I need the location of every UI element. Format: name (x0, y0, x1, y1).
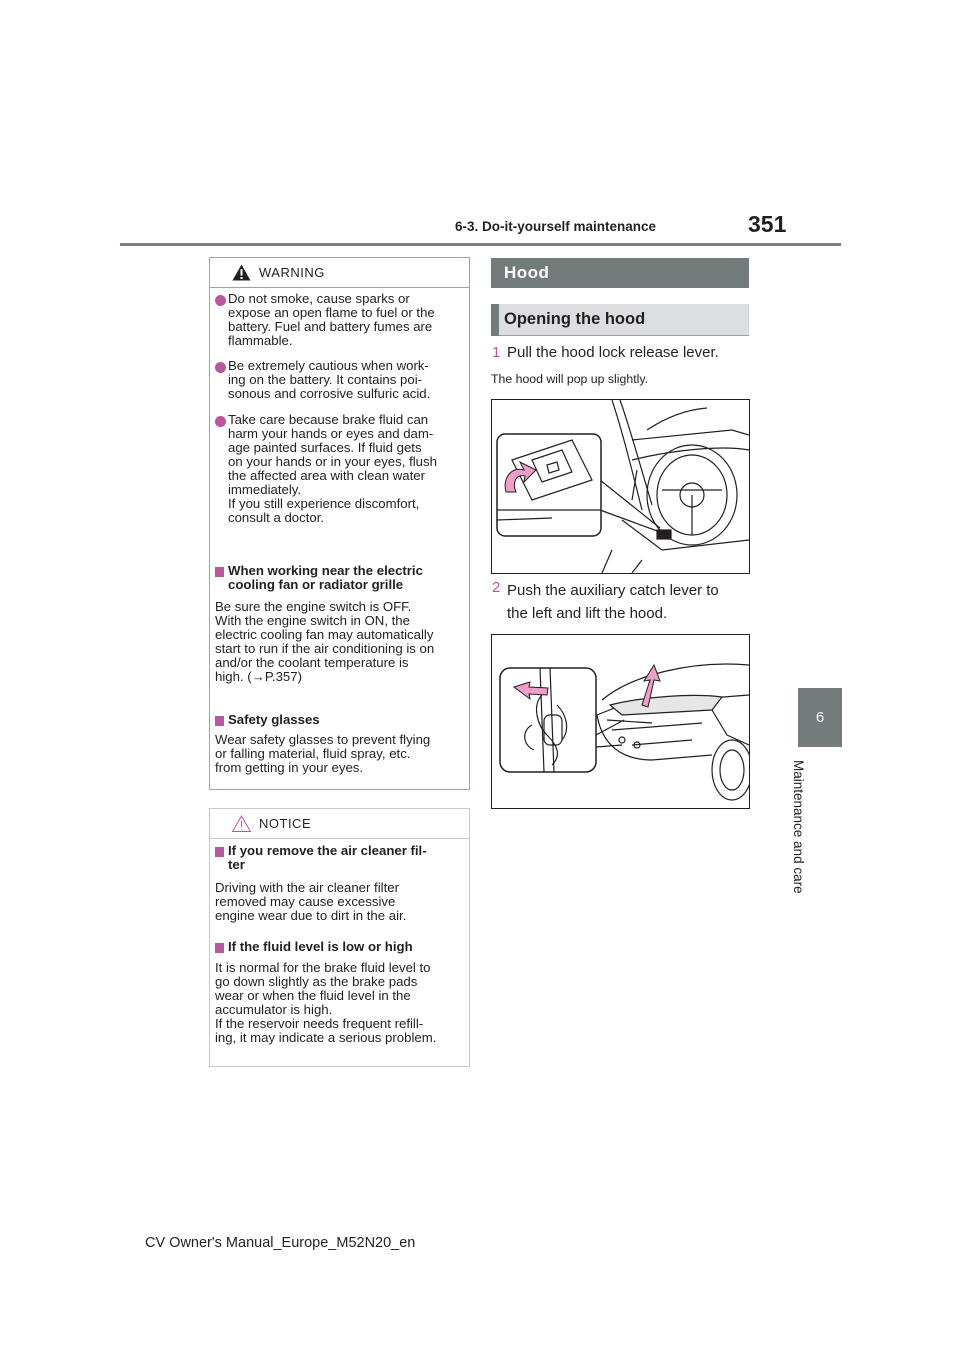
notice-header (210, 809, 469, 839)
step-1-note: The hood will pop up slightly. (491, 372, 648, 386)
bullet-icon (215, 416, 226, 427)
bullet-icon (215, 362, 226, 373)
step-2-number: 2 (492, 579, 501, 596)
notice-box (209, 808, 470, 1067)
warning-title: WARNING (259, 265, 325, 280)
notice-section-body: Driving with the air cleaner filter removed may cause excessive engine wear due to dirt in the air. (215, 880, 407, 923)
square-bullet-icon (215, 716, 224, 726)
notice-title: NOTICE (259, 816, 312, 831)
step-1-text: Pull the hood lock release lever. (507, 344, 719, 361)
opening-hood-title: Opening the hood (504, 310, 646, 328)
warning-triangle-icon (232, 264, 251, 281)
warning-section-body: Wear safety glasses to prevent flying or falling material, fluid spray, etc. from getting in your eyes. (215, 732, 431, 775)
chapter-title-text: Maintenance and care (791, 760, 806, 894)
bullet-icon (215, 295, 226, 306)
hood-section-title (491, 258, 749, 288)
header-divider (120, 243, 841, 246)
warning-bullet-1: Do not smoke, cause sparks or expose an open flame to fuel or the battery. Fuel and battery fumes are flammable. (228, 291, 435, 348)
step-2-text: Push the auxiliary catch lever to the left and lift the hood. (507, 582, 719, 622)
footer-manual-id: CV Owner's Manual_Europe_M52N20_en (145, 1235, 416, 1251)
hood-release-lever-illustration (491, 399, 750, 574)
notice-section-heading: If you remove the air cleaner fil- ter (228, 843, 427, 872)
square-bullet-icon (215, 847, 224, 857)
caution-triangle-icon (232, 815, 251, 832)
chapter-tab[interactable]: 6 (798, 688, 842, 747)
warning-bullet-3: Take care because brake fluid can harm your hands or eyes and dam- age painted surfaces. If fluid gets on your hands or in your eyes, flush the affected area with clean water immediately. If you still experience discomfort, consult a doctor. (228, 412, 437, 525)
square-bullet-icon (215, 943, 224, 953)
notice-section-heading: If the fluid level is low or high (228, 939, 413, 954)
hood-lift-drawing (492, 635, 749, 808)
section-header: 6-3. Do-it-yourself maintenance (455, 219, 657, 234)
chapter-title (786, 760, 810, 912)
warning-section-body: Be sure the engine switch is OFF. With the engine switch in ON, the electric cooling fan may automatically start to run if the air conditioning is on and/or the coolant temperature is high. (→P.357) (215, 599, 435, 684)
hood-release-lever-drawing (492, 400, 749, 573)
page-number: 351 (748, 211, 787, 237)
warning-header (210, 258, 469, 288)
auxiliary-catch-lever-illustration (491, 634, 750, 809)
notice-section-body: It is normal for the brake fluid level to go down slightly as the brake pads wear or when the fluid level in the accumulator is high. If the reservoir needs frequent refill- ing, it may indicate a serious problem. (215, 960, 437, 1045)
warning-section-heading: When working near the electric cooling fan or radiator grille (228, 563, 423, 592)
step-1-number: 1 (492, 344, 501, 361)
square-bullet-icon (215, 567, 224, 577)
warning-bullet-2: Be extremely cautious when work- ing on the battery. It contains poi- sonous and corrosive sulfuric acid. (228, 358, 431, 401)
warning-box (209, 257, 470, 790)
subtitle-stripe (491, 304, 499, 336)
hood-title: Hood (504, 263, 550, 282)
opening-hood-subtitle (491, 304, 749, 336)
warning-section-heading: Safety glasses (228, 712, 320, 727)
